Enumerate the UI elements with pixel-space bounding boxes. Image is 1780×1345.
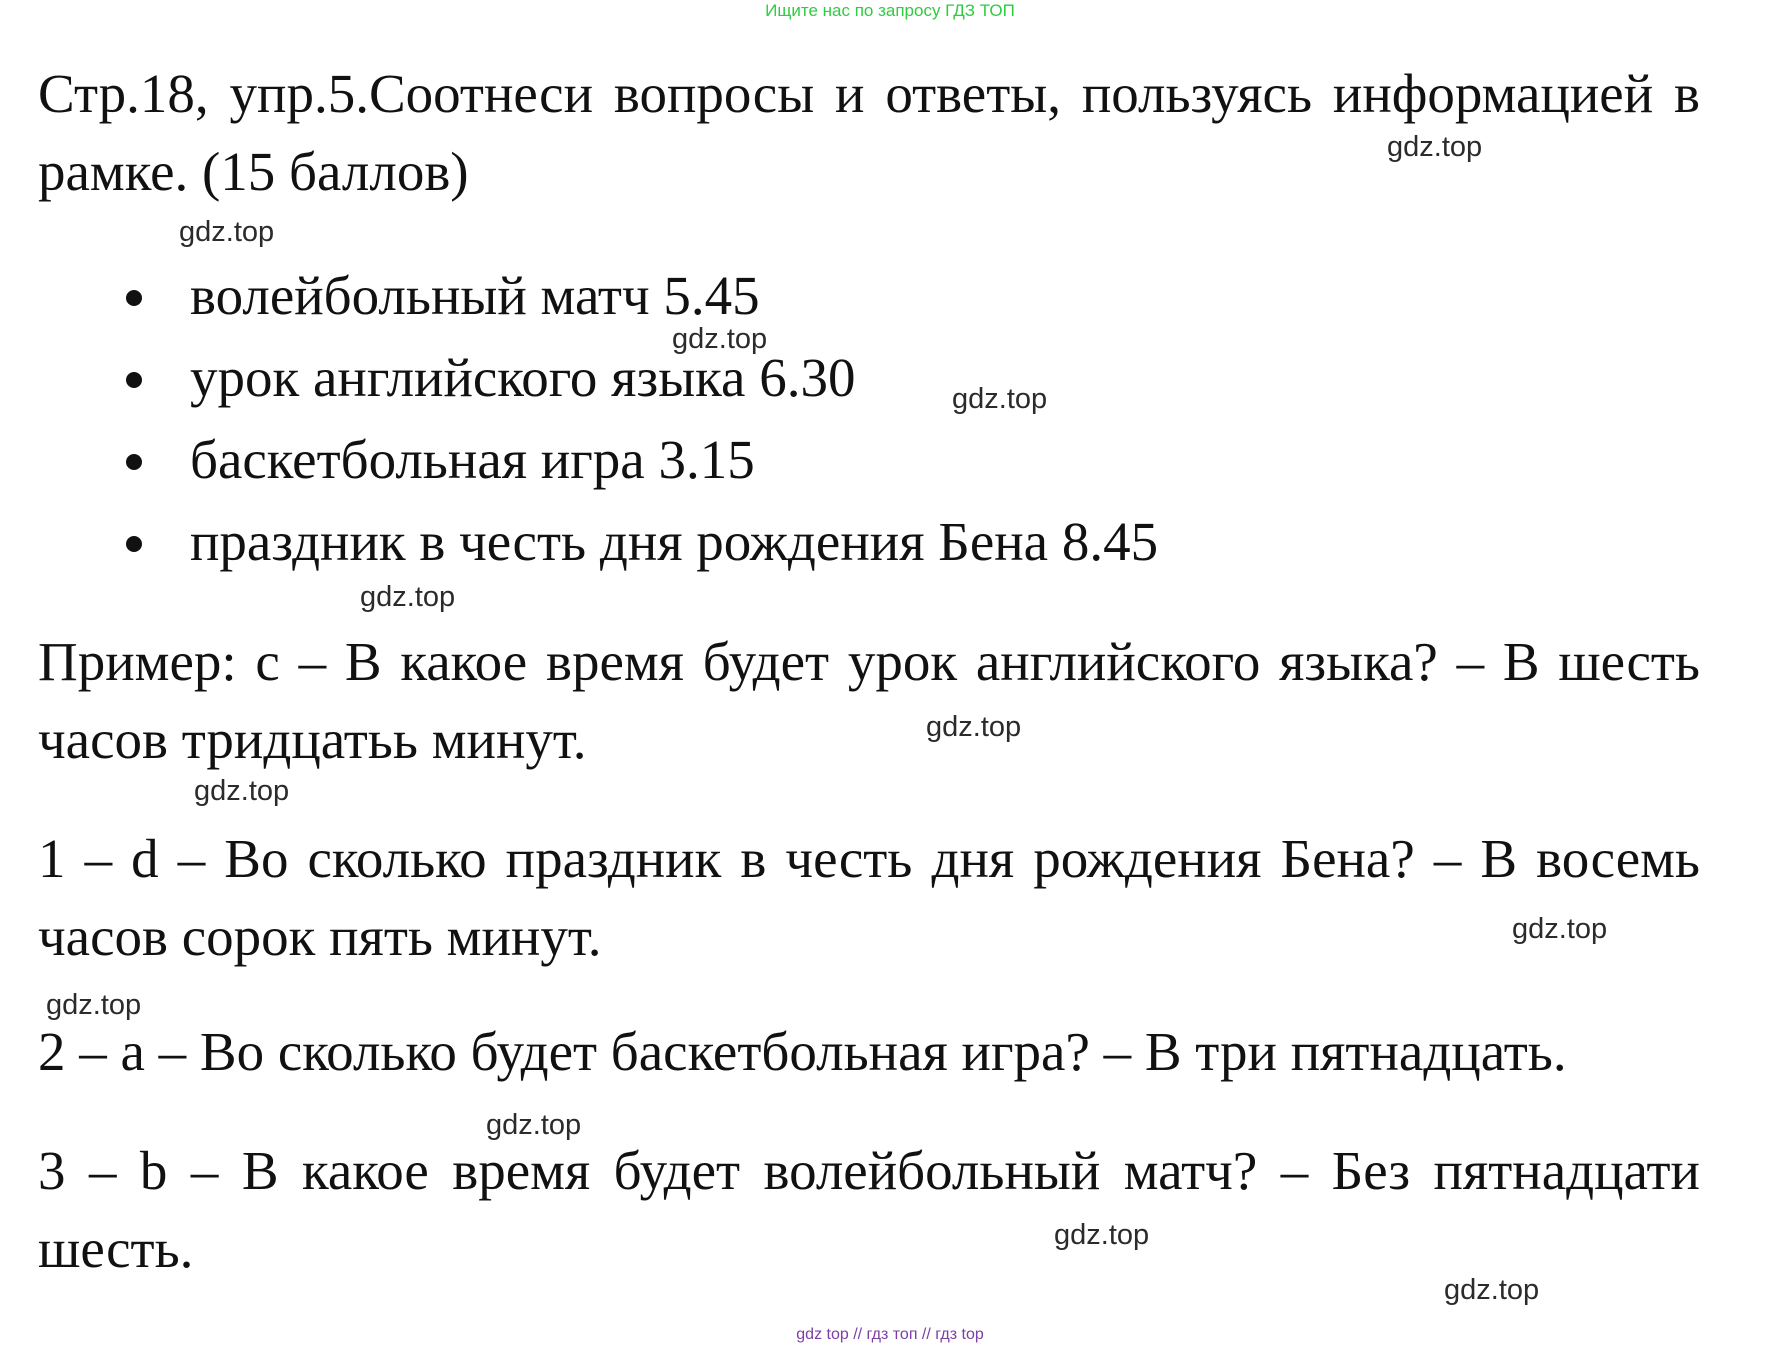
list-item (110, 501, 1410, 583)
watermark: gdz.top (672, 323, 768, 355)
watermark: gdz.top (486, 1109, 582, 1141)
bullet-icon (126, 454, 142, 470)
list-item-text: праздник в честь дня рождения Бена 8.45 (190, 511, 1159, 572)
footer-banner: gdz top // гдз топ // гдз top (796, 1326, 984, 1343)
exercise-title: Стр.18, упр.5.Соотнеси вопросы и ответы, пользуясь информацией в рамке. (15 баллов) (38, 63, 1700, 202)
bullet-icon (126, 290, 142, 306)
list-item (110, 419, 1410, 501)
watermark: gdz.top (1387, 131, 1483, 163)
watermark: gdz.top (179, 216, 275, 248)
watermark: gdz.top (1512, 913, 1608, 945)
answer-3: 3 – b – В какое время будет волейбольный матч? – Без пятнадцати шесть. (38, 1140, 1700, 1279)
watermark: gdz.top (1444, 1274, 1540, 1306)
top-banner: Ищите нас по запросу ГДЗ ТОП (765, 1, 1015, 20)
bullet-list (110, 255, 1410, 583)
watermark: gdz.top (1054, 1219, 1150, 1251)
example-paragraph: Пример: c – В какое время будет урок английского языка? – В шесть часов тридцатьь минут. (38, 631, 1700, 770)
answer-1: 1 – d – Во сколько праздник в честь дня рождения Бена? – В восемь часов сорок пять минут. (38, 828, 1700, 967)
watermark: gdz.top (952, 383, 1048, 415)
watermark: gdz.top (360, 581, 456, 613)
list-item-text: волейбольный матч 5.45 (190, 265, 760, 326)
bullet-icon (126, 536, 142, 552)
watermark: gdz.top (46, 989, 142, 1021)
watermark: gdz.top (194, 775, 290, 807)
answer-2: 2 – a – Во сколько будет баскетбольная игра? – В три пятнадцать. (38, 1021, 1567, 1082)
list-item-text: баскетбольная игра 3.15 (190, 429, 755, 490)
watermark: gdz.top (926, 711, 1022, 743)
list-item-text: урок английского языка 6.30 (190, 347, 856, 408)
bullet-icon (126, 372, 142, 388)
